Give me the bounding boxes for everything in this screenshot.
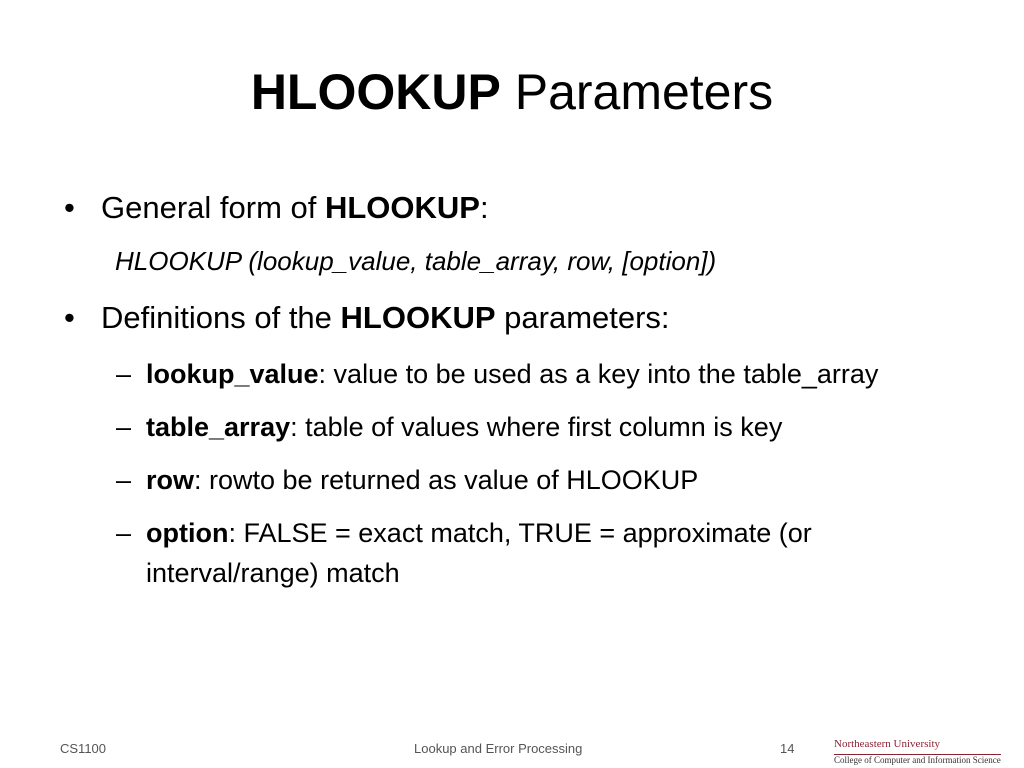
definition-term: option: [146, 518, 229, 548]
definition-desc: : table of values where first column is key: [290, 412, 783, 442]
title-bold: HLOOKUP: [250, 64, 501, 120]
definition-term: lookup_value: [146, 359, 319, 389]
definition-desc: : rowto be returned as value of HLOOKUP: [194, 465, 699, 495]
logo-university-name: Northeastern University: [834, 738, 940, 750]
logo-college-name: College of Computer and Information Science: [834, 755, 1001, 765]
slide-body: [60, 188, 960, 593]
title-rest: Parameters: [500, 64, 774, 120]
bullet-definitions: [60, 298, 960, 338]
bullet-text-end: parameters:: [495, 300, 670, 335]
footer-topic: Lookup and Error Processing: [414, 741, 583, 756]
slide-title: [0, 62, 1024, 122]
bullet-bold: HLOOKUP: [324, 190, 480, 225]
definition-term: row: [146, 465, 195, 495]
definition-term: table_array: [146, 412, 291, 442]
definition-item: [60, 513, 936, 593]
definition-item: [60, 460, 936, 500]
footer-course: CS1100: [60, 741, 107, 756]
dash-marker: –: [116, 359, 132, 389]
bullet-text: General form of: [101, 190, 325, 225]
dash-marker: –: [116, 465, 132, 495]
bullet-marker: •: [64, 190, 75, 225]
dash-marker: –: [116, 518, 132, 548]
bullet-text-end: :: [479, 190, 489, 225]
bullet-bold: HLOOKUP: [340, 300, 496, 335]
footer-page-number: 14: [780, 741, 795, 756]
university-logo: [834, 739, 1016, 768]
bullet-general-form: [60, 188, 960, 228]
dash-marker: –: [116, 412, 132, 442]
definition-item: [60, 407, 936, 447]
bullet-text: Definitions of the: [101, 300, 341, 335]
formula-line: HLOOKUP (lookup_value, table_array, row, [option]): [115, 246, 717, 276]
definition-desc: : value to be used as a key into the table_array: [318, 359, 879, 389]
definition-desc: : FALSE = exact match, TRUE = approximate (or interval/range) match: [146, 518, 812, 588]
bullet-marker: •: [64, 300, 75, 335]
definition-item: [60, 354, 936, 394]
